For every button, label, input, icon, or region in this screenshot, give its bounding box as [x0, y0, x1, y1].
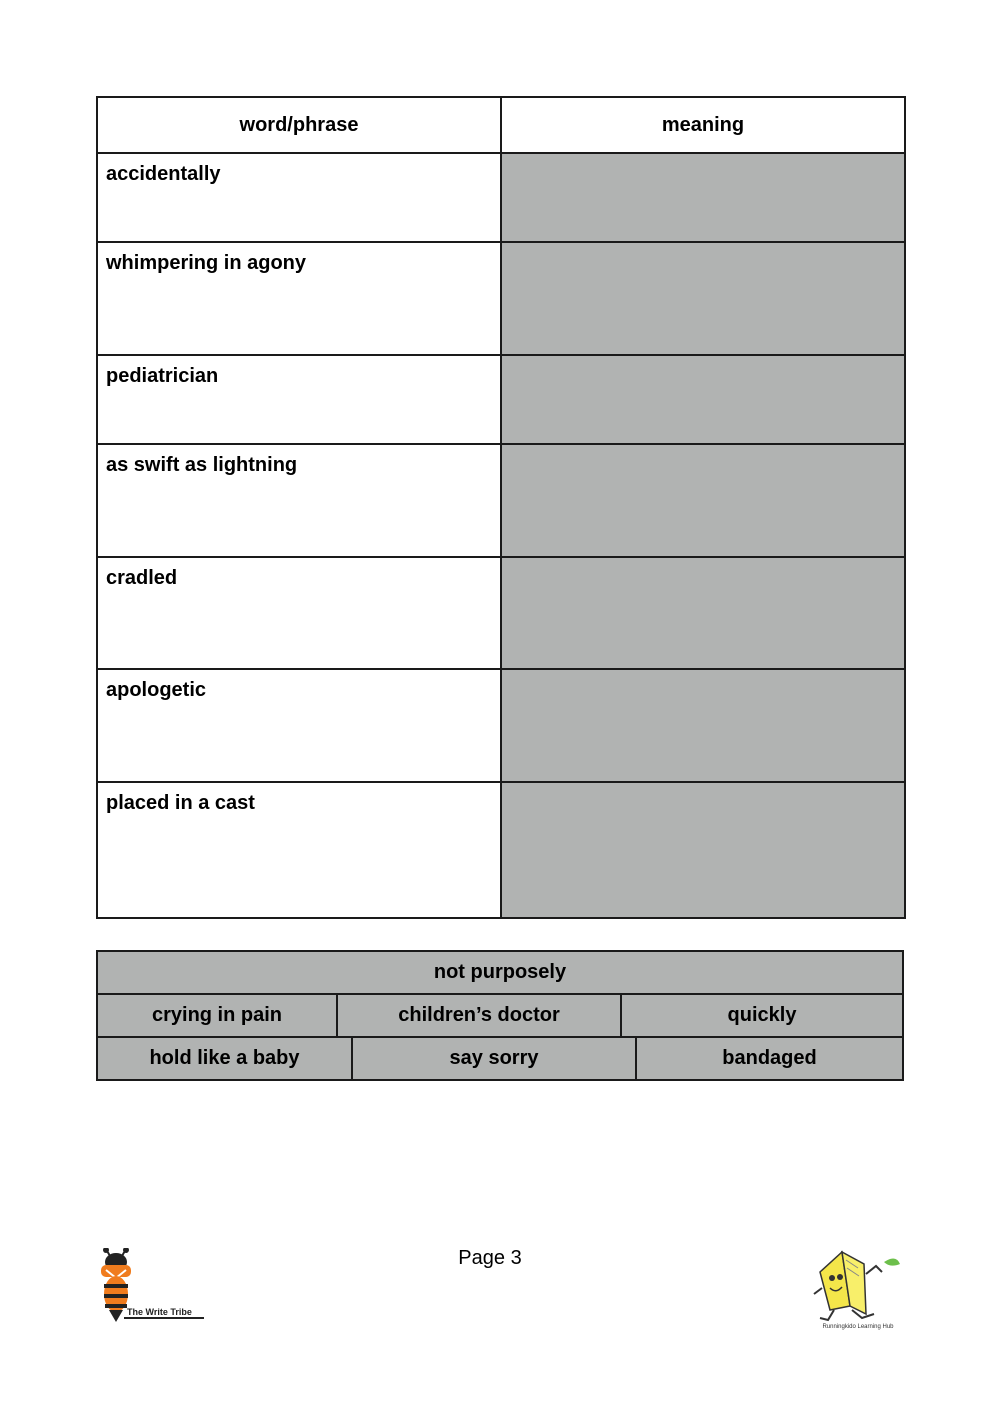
table-row: [97, 557, 905, 669]
meaning-drop-zone[interactable]: [501, 444, 905, 557]
word-cell: as swift as lightning: [97, 444, 501, 557]
word-bank-chip[interactable]: children’s doctor: [336, 995, 620, 1036]
page-number: Page 3: [458, 1247, 522, 1269]
table-row: [97, 782, 905, 918]
write-tribe-bee-logo: [96, 1248, 208, 1328]
word-bank-row: [98, 993, 902, 1036]
word-bank-chip[interactable]: crying in pain: [151, 1004, 283, 1026]
word-bank-chip[interactable]: not purposely: [433, 961, 567, 983]
word-bank-chip[interactable]: quickly: [620, 995, 902, 1036]
word-bank: [96, 950, 904, 1081]
word-cell: accidentally: [97, 153, 501, 242]
meaning-drop-zone[interactable]: [501, 153, 905, 242]
word-cell: whimpering in agony: [97, 242, 501, 355]
table-row: [97, 355, 905, 444]
vocabulary-table: [96, 96, 906, 919]
word-cell: apologetic: [97, 669, 501, 782]
meaning-drop-zone[interactable]: [501, 242, 905, 355]
table-row: [97, 242, 905, 355]
word-bank-chip[interactable]: say sorry: [351, 1038, 635, 1079]
header-word-phrase: word/phrase: [97, 97, 501, 153]
meaning-drop-zone[interactable]: [501, 355, 905, 444]
left-logo-text: The Write Tribe: [127, 1307, 192, 1317]
header-row: [97, 97, 905, 153]
meaning-drop-zone[interactable]: [501, 782, 905, 918]
header-meaning: meaning: [501, 97, 905, 153]
word-cell: cradled: [97, 557, 501, 669]
table-row: [97, 444, 905, 557]
word-bank-chip[interactable]: hold like a baby: [149, 1047, 300, 1069]
meaning-drop-zone[interactable]: [501, 557, 905, 669]
meaning-drop-zone[interactable]: [501, 669, 905, 782]
runningkido-book-logo: [808, 1244, 908, 1344]
word-bank-row: [98, 952, 902, 993]
table-row: [97, 669, 905, 782]
word-bank-chip[interactable]: bandaged: [635, 1038, 902, 1079]
table-row: [97, 153, 905, 242]
word-bank-row: [98, 1036, 902, 1079]
word-cell: placed in a cast: [97, 782, 501, 918]
word-cell: pediatrician: [97, 355, 501, 444]
right-logo-text: Runningkido Learning Hub: [822, 1324, 894, 1330]
